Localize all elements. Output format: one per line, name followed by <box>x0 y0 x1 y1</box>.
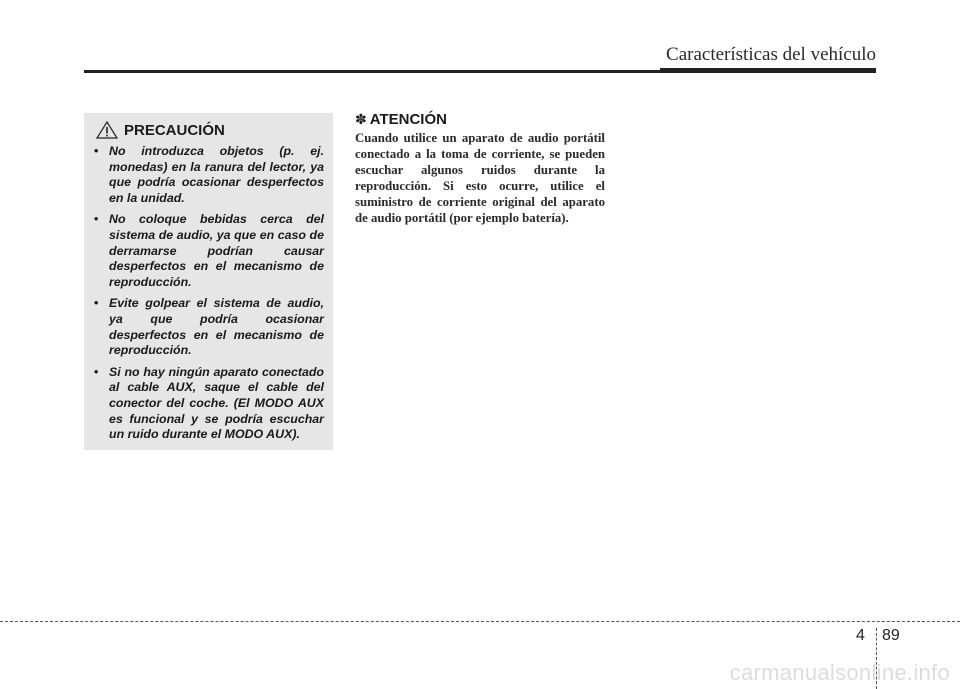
caution-item <box>92 365 324 443</box>
bullet: • <box>94 144 99 158</box>
attention-body: Cuando utilice un aparato de audio portátil conectado a la toma de corriente, se pueden escuchar algunos ruidos durante la reproducción. Si esto ocurre, utilice el suministro de corriente original del aparato de audio portátil (por ejemplo batería). <box>355 131 605 225</box>
bullet: • <box>94 364 99 379</box>
caution-header <box>92 121 324 139</box>
caution-item <box>92 212 324 290</box>
caution-item <box>92 296 324 358</box>
page-header-title: Características del vehículo <box>666 44 876 65</box>
caution-item-text: Evite golpear el sistema de audio, ya que podría ocasionar desperfectos en el mecanismo de reproducción. <box>109 296 324 358</box>
footer-rule <box>0 621 960 622</box>
caution-item <box>92 144 324 206</box>
caution-box <box>84 113 333 450</box>
bullet: • <box>94 296 99 311</box>
star-icon: ✽ <box>355 111 367 128</box>
caution-list <box>92 144 324 443</box>
caution-title: PRECAUCIÓN <box>124 121 225 139</box>
chapter-number: 4 <box>856 627 865 644</box>
caution-item-text: No coloque bebidas cerca del sistema de audio, ya que en caso de derramarse podrían causar desperfectos en el mecanismo de reproducción. <box>109 212 324 289</box>
caution-item-text: No introduzca objetos (p. ej. monedas) en la ranura del lector, ya que podría ocasionar desperfectos en la unidad. <box>109 144 324 205</box>
watermark: carmanualsonline.info <box>729 660 950 685</box>
page-number: 89 <box>882 627 900 644</box>
warning-triangle-icon <box>96 121 118 139</box>
attention-title: ATENCIÓN <box>369 111 447 128</box>
bullet: • <box>94 212 99 227</box>
caution-item-text: Si no hay ningún aparato conectado al cable AUX, saque el cable del conector del coche. (El MODO AUX es funcional y se podría escuchar un ruido durante el MODO AUX). <box>109 364 324 442</box>
header-rule-accent <box>660 68 876 73</box>
attention-header <box>355 111 605 128</box>
attention-note <box>355 111 605 226</box>
